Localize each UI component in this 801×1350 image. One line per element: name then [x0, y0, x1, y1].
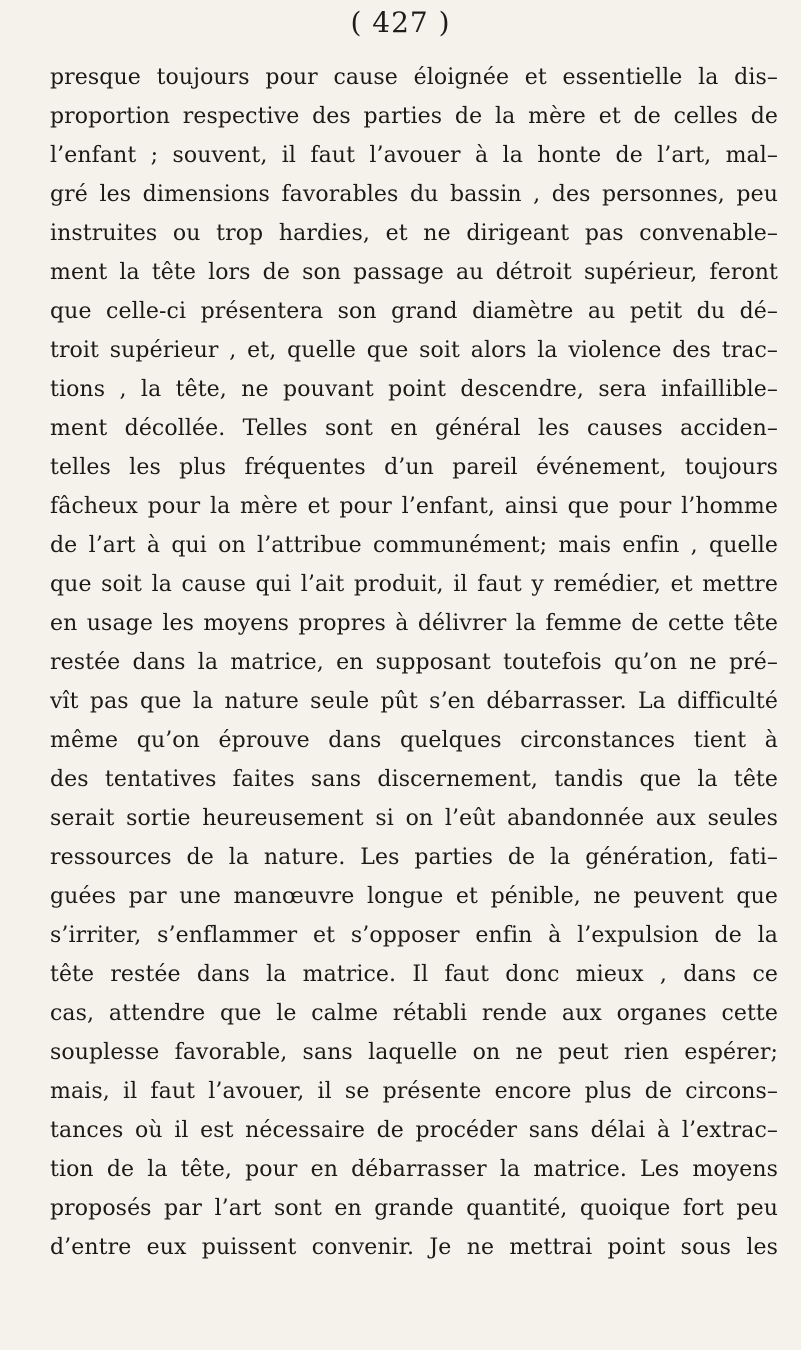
text-line: tances où il est nécessaire de procéder sans délai à l’extrac–	[50, 1118, 778, 1143]
text-line: l’enfant ; souvent, il faut l’avouer à la honte de l’art, mal–	[50, 143, 778, 168]
text-line: serait sortie heureusement si on l’eût abandonnée aux seules	[50, 806, 778, 831]
body-text	[50, 58, 778, 1267]
text-line: troit supérieur , et, quelle que soit alors la violence des trac–	[50, 338, 778, 363]
text-line: souplesse favorable, sans laquelle on ne peut rien espérer;	[50, 1040, 778, 1065]
text-line: vît pas que la nature seule pût s’en débarrasser. La difficulté	[50, 689, 778, 714]
text-line: proportion respective des parties de la mère et de celles de	[50, 104, 778, 129]
text-line: ressources de la nature. Les parties de la génération, fati–	[50, 845, 778, 870]
text-line: des tentatives faites sans discernement, tandis que la tête	[50, 767, 778, 792]
text-line: en usage les moyens propres à délivrer la femme de cette tête	[50, 611, 778, 636]
text-line: telles les plus fréquentes d’un pareil événement, toujours	[50, 455, 778, 480]
text-line: cas, attendre que le calme rétabli rende aux organes cette	[50, 1001, 778, 1026]
text-line: ment la tête lors de son passage au détroit supérieur, feront	[50, 260, 778, 285]
page-number: ( 427 )	[350, 6, 451, 39]
text-line: mais, il faut l’avouer, il se présente encore plus de circons–	[50, 1079, 778, 1104]
text-line: restée dans la matrice, en supposant toutefois qu’on ne pré–	[50, 650, 778, 675]
text-line: de l’art à qui on l’attribue communément; mais enfin , quelle	[50, 533, 778, 558]
text-line: ment décollée. Telles sont en général les causes acciden–	[50, 416, 778, 441]
text-line: fâcheux pour la mère et pour l’enfant, ainsi que pour l’homme	[50, 494, 778, 519]
text-line: s’irriter, s’enflammer et s’opposer enfin à l’expulsion de la	[50, 923, 778, 948]
text-line: proposés par l’art sont en grande quantité, quoique fort peu	[50, 1196, 778, 1221]
text-line: guées par une manœuvre longue et pénible, ne peuvent que	[50, 884, 778, 909]
text-line: tion de la tête, pour en débarrasser la matrice. Les moyens	[50, 1157, 778, 1182]
text-line: que soit la cause qui l’ait produit, il faut y remédier, et mettre	[50, 572, 778, 597]
text-line: gré les dimensions favorables du bassin , des personnes, peu	[50, 182, 778, 207]
text-line: que celle-ci présentera son grand diamètre au petit du dé–	[50, 299, 778, 324]
text-line: tions , la tête, ne pouvant point descendre, sera infaillible–	[50, 377, 778, 402]
text-line: instruites ou trop hardies, et ne dirigeant pas convenable–	[50, 221, 778, 246]
text-line: tête restée dans la matrice. Il faut donc mieux , dans ce	[50, 962, 778, 987]
text-line: même qu’on éprouve dans quelques circonstances tient à	[50, 728, 778, 753]
text-line: presque toujours pour cause éloignée et essentielle la dis–	[50, 65, 778, 90]
text-line: d’entre eux puissent convenir. Je ne mettrai point sous les	[50, 1235, 778, 1260]
